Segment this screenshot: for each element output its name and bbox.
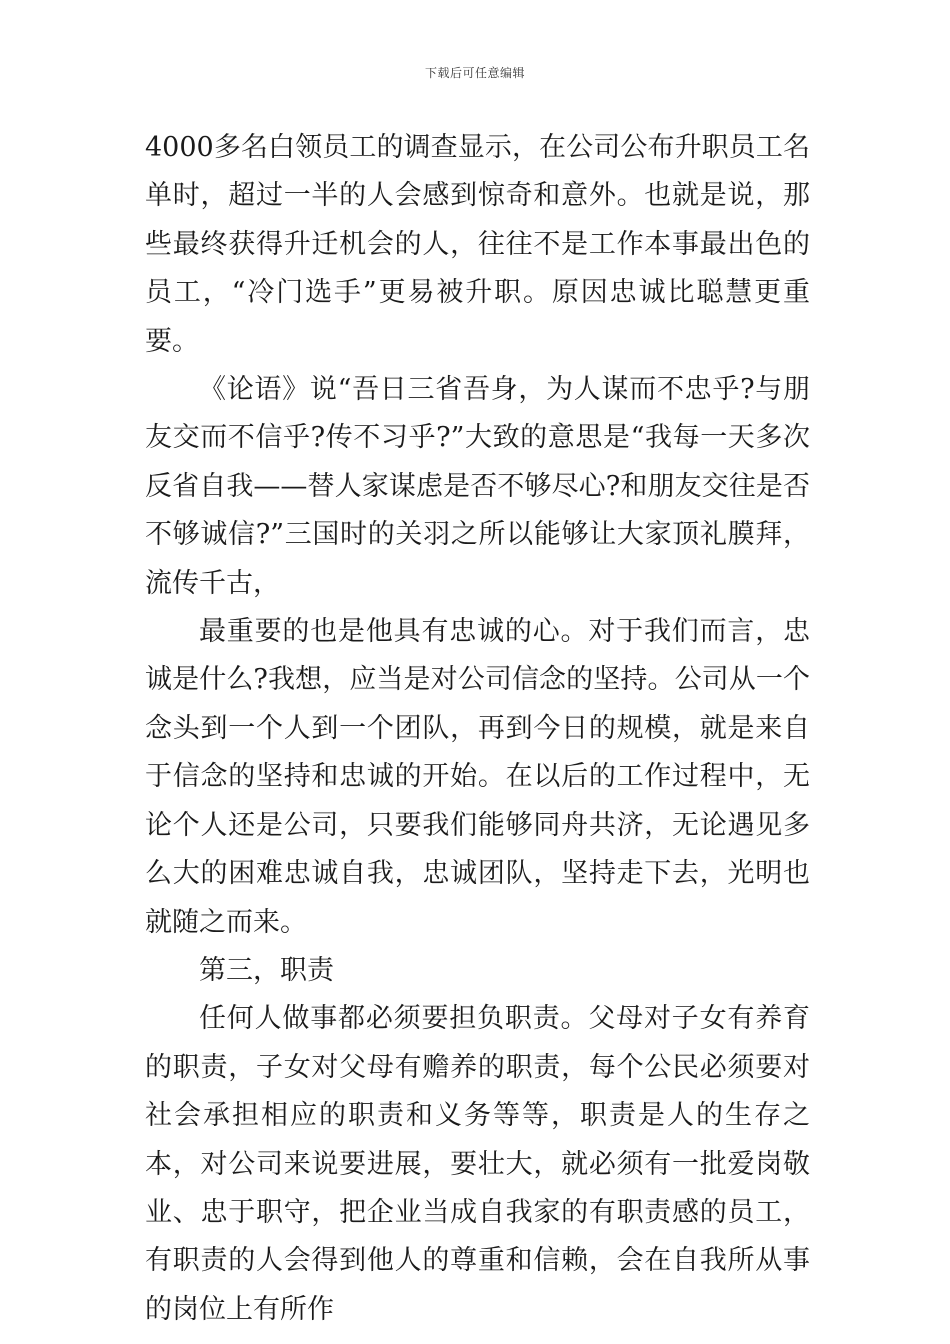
paragraph-analects: 《论语》说“吾日三省吾身，为人谋而不忠乎?与朋友交而不信乎?传不习乎?”大致的意思是“我每一天多次反省自我——替人家谋虑是否不够尽心?和朋友交往是否不够诚信?”三国时的关羽之所以能够让大家顶礼膜拜，流传千古， — [145, 374, 810, 599]
body-text — [145, 124, 810, 1334]
paragraph-responsibility: 任何人做事都必须要担负职责。父母对子女有养育的职责，子女对父母有赡养的职责，每个公民必须要对社会承担相应的职责和义务等等，职责是人的生存之本，对公司来说要进展，要壮大，就必须有一批爱岗敬业、忠于职守，把企业当成自我家的有职责感的员工，有职责的人会得到他人的尊重和信赖，会在自我所从事的岗位上有所作 — [145, 1003, 810, 1325]
section-heading-responsibility: 第三，职责 — [199, 954, 334, 986]
paragraph-loyalty: 最重要的也是他具有忠诚的心。对于我们而言，忠诚是什么?我想，应当是对公司信念的坚持。公司从一个念头到一个人到一个团队，再到今日的规模，就是来自于信念的坚持和忠诚的开始。在以后的工作过程中，无论个人还是公司，只要我们能够同舟共济，无论遇见多么大的困难忠诚自我，忠诚团队，坚持走下去，光明也就随之而来。 — [145, 616, 810, 938]
header-note: 下载后可任意编辑 — [424, 66, 525, 80]
paragraph-survey: 4000多名白领员工的调查显示，在公司公布升职员工名单时，超过一半的人会感到惊奇和意外。也就是说，那些最终获得升迁机会的人，往往不是工作本事最出色的员工，“冷门选手”更易被升职。原因忠诚比聪慧更重要。 — [145, 132, 810, 357]
